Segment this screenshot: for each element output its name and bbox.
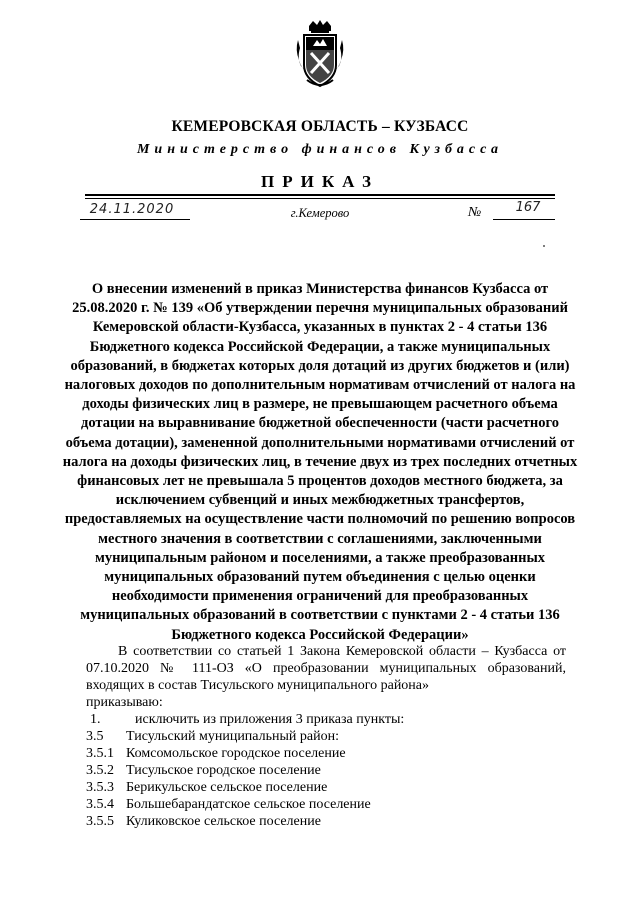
list-item [86,813,566,830]
item-number: 3.5 [86,729,104,744]
ministry-name: Министерство финансов Кузбасса [136,142,503,157]
order-word: приказываю: [86,695,163,710]
item-number: 3.5.1 [86,746,114,761]
number-underline [493,219,555,220]
list-item [86,728,566,745]
header-rule-thin [85,198,555,199]
region-title: КЕМЕРОВСКАЯ ОБЛАСТЬ – КУЗБАСС [171,118,469,135]
city: г.Кемерово [290,206,350,220]
item-text: исключить из приложения 3 приказа пункты: [135,712,405,727]
scan-speck [543,245,545,247]
item-text: Большебарандатское сельское поселение [126,797,371,812]
preamble: В соответствии со статьей 1 Закона Кемеровской области – Кузбасса от 07.10.2020 № 111-ОЗ «О преобразовании муниципальных образований, входящих в состав Тисульского муниципального района» [86,644,566,693]
item-text: Тисульское городское поселение [126,763,321,778]
item-number: 3.5.5 [86,814,114,829]
list-item [86,711,566,728]
coat-of-arms-icon [295,20,345,90]
item-text: Комсомольское городское поселение [126,746,346,761]
list-item [86,745,566,762]
exclusion-list [86,711,566,830]
document-type: ПРИКАЗ [261,172,379,191]
item-number: 3.5.3 [86,780,114,795]
order-date: 24.11.2020 [89,202,175,217]
header-rule-thick [85,194,555,196]
order-subject: О внесении изменений в приказ Министерства финансов Кузбасса от 25.08.2020 г. № 139 «Об утверждении перечня муниципальных образований Кемеровской области-Кузбасса, указанных в пунктах 2 - 4 статьи 136 Бюджетного кодекса Российской Федерации, а также муниципальных образований, в бюджетах которых доля дотаций из других бюджетов и (или) налоговых доходов по дополнительным нормативам отчислений от налога на доходы физических лиц в размере, не превышающем расчетного объема дотации на выравнивание бюджетной обеспеченности (части расчетного объема дотации), замененной дополнительными нормативами отчислений от налога на доходы физических лиц, в течение двух из трех последних отчетных финансовых лет не превышала 5 процентов доходов местного бюджета, за исключением субвенций и иных межбюджетных трансфертов, предоставляемых на осуществление части полномочий по решению вопросов местного значения в соответствии с соглашениями, заключенными муниципальным районом и поселениями, а также преобразованных муниципальных образований путем объединения с целью оценки необходимости применения ограничений для преобразованных муниципальных образований в соответствии с пунктами 2 - 4 статьи 136 Бюджетного кодекса Российской Федерации» [62,281,578,643]
order-body [86,643,566,830]
item-text: Берикульское сельское поселение [126,780,328,795]
item-text: Тисульский муниципальный район: [126,729,339,744]
list-item [86,762,566,779]
item-number: 1. [90,712,101,727]
list-item [86,796,566,813]
number-label: № [468,205,482,220]
item-number: 3.5.2 [86,763,114,778]
item-text: Куликовское сельское поселение [126,814,321,829]
list-item [86,779,566,796]
item-number: 3.5.4 [86,797,114,812]
order-number: 167 [515,200,541,215]
